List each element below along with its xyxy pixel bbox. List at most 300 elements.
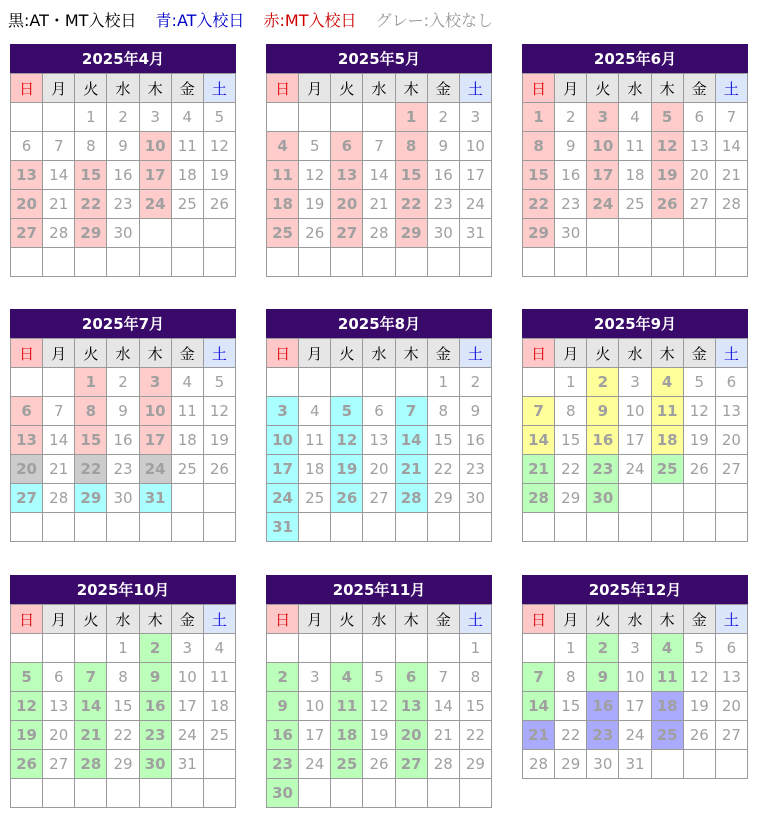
- day-cell: 21: [43, 190, 75, 219]
- day-cell: 25: [651, 721, 683, 750]
- day-cell: 21: [363, 190, 395, 219]
- empty-cell: [267, 248, 299, 277]
- day-cell: 26: [331, 484, 363, 513]
- day-cell: 13: [11, 161, 43, 190]
- day-cell: 12: [331, 426, 363, 455]
- day-cell: 2: [555, 103, 587, 132]
- day-cell: 14: [427, 692, 459, 721]
- weekday-header: 月: [43, 339, 75, 368]
- week-row: [11, 426, 236, 455]
- day-cell: 30: [427, 219, 459, 248]
- weekday-header: 金: [171, 605, 203, 634]
- day-cell: 6: [715, 368, 747, 397]
- day-cell: 27: [363, 484, 395, 513]
- week-row: [267, 219, 492, 248]
- day-cell: 25: [619, 190, 651, 219]
- weekday-header: 月: [299, 74, 331, 103]
- day-cell: 19: [683, 426, 715, 455]
- weekday-header: 水: [363, 605, 395, 634]
- day-cell: 21: [715, 161, 747, 190]
- empty-cell: [619, 248, 651, 277]
- day-cell: 4: [203, 634, 235, 663]
- week-row: [267, 132, 492, 161]
- empty-cell: [715, 248, 747, 277]
- week-row: [11, 692, 236, 721]
- empty-cell: [331, 368, 363, 397]
- day-cell: 26: [203, 190, 235, 219]
- empty-cell: [43, 103, 75, 132]
- day-cell: 23: [107, 190, 139, 219]
- day-cell: 26: [299, 219, 331, 248]
- day-cell: 14: [43, 426, 75, 455]
- day-cell: 6: [11, 397, 43, 426]
- day-cell: 11: [299, 426, 331, 455]
- empty-cell: [203, 779, 235, 808]
- empty-cell: [363, 634, 395, 663]
- day-cell: 10: [619, 397, 651, 426]
- empty-cell: [299, 634, 331, 663]
- day-cell: 29: [75, 219, 107, 248]
- day-cell: 2: [587, 634, 619, 663]
- day-cell: 18: [171, 426, 203, 455]
- day-cell: 19: [299, 190, 331, 219]
- day-cell: 31: [139, 484, 171, 513]
- weekday-header: 日: [523, 74, 555, 103]
- week-row: [11, 103, 236, 132]
- week-row: [267, 426, 492, 455]
- week-row: [11, 161, 236, 190]
- day-cell: 23: [267, 750, 299, 779]
- day-cell: 2: [427, 103, 459, 132]
- day-cell: 17: [459, 161, 491, 190]
- day-cell: 21: [523, 721, 555, 750]
- day-cell: 19: [651, 161, 683, 190]
- day-cell: 17: [139, 426, 171, 455]
- empty-cell: [363, 513, 395, 542]
- day-cell: 22: [427, 455, 459, 484]
- weekday-header: 月: [299, 339, 331, 368]
- week-row: [523, 426, 748, 455]
- weekday-header: 木: [651, 605, 683, 634]
- day-cell: 11: [203, 663, 235, 692]
- day-cell: 15: [427, 426, 459, 455]
- month-title: 2025年9月: [522, 309, 748, 338]
- empty-cell: [139, 513, 171, 542]
- weekday-header: 金: [427, 605, 459, 634]
- day-cell: 4: [171, 103, 203, 132]
- week-row: [523, 219, 748, 248]
- day-cell: 24: [619, 721, 651, 750]
- day-cell: 18: [619, 161, 651, 190]
- day-cell: 22: [459, 721, 491, 750]
- day-cell: 5: [363, 663, 395, 692]
- day-cell: 7: [523, 663, 555, 692]
- day-cell: 17: [587, 161, 619, 190]
- empty-cell: [139, 248, 171, 277]
- day-cell: 23: [587, 455, 619, 484]
- weekday-header: 火: [331, 339, 363, 368]
- weekday-header: 土: [715, 605, 747, 634]
- empty-cell: [331, 634, 363, 663]
- weekday-header: 土: [715, 74, 747, 103]
- day-cell: 20: [331, 190, 363, 219]
- day-cell: 24: [267, 484, 299, 513]
- day-cell: 22: [395, 190, 427, 219]
- weekday-header: 木: [395, 339, 427, 368]
- day-cell: 4: [331, 663, 363, 692]
- empty-cell: [299, 368, 331, 397]
- day-cell: 3: [171, 634, 203, 663]
- day-cell: 30: [139, 750, 171, 779]
- day-cell: 16: [427, 161, 459, 190]
- empty-cell: [683, 513, 715, 542]
- day-cell: 1: [523, 103, 555, 132]
- empty-cell: [203, 513, 235, 542]
- day-cell: 6: [331, 132, 363, 161]
- day-cell: 7: [395, 397, 427, 426]
- empty-cell: [171, 779, 203, 808]
- day-cell: 10: [619, 663, 651, 692]
- weekday-header: 水: [363, 339, 395, 368]
- day-cell: 9: [459, 397, 491, 426]
- month-calendar: [522, 44, 748, 277]
- empty-cell: [331, 103, 363, 132]
- day-cell: 20: [11, 455, 43, 484]
- day-cell: 24: [459, 190, 491, 219]
- day-cell: 10: [267, 426, 299, 455]
- empty-cell: [171, 248, 203, 277]
- empty-cell: [363, 103, 395, 132]
- week-row: [523, 103, 748, 132]
- weekday-header: 月: [43, 74, 75, 103]
- day-cell: 24: [619, 455, 651, 484]
- day-cell: 5: [203, 103, 235, 132]
- weekday-header: 木: [651, 339, 683, 368]
- day-cell: 27: [395, 750, 427, 779]
- week-row: [11, 721, 236, 750]
- day-cell: 29: [75, 484, 107, 513]
- day-cell: 3: [267, 397, 299, 426]
- empty-cell: [427, 248, 459, 277]
- empty-cell: [427, 513, 459, 542]
- day-cell: 10: [459, 132, 491, 161]
- day-cell: 2: [107, 368, 139, 397]
- day-cell: 26: [203, 455, 235, 484]
- empty-cell: [715, 219, 747, 248]
- month-calendar: [266, 309, 492, 542]
- day-cell: 14: [523, 692, 555, 721]
- empty-cell: [555, 248, 587, 277]
- empty-cell: [715, 484, 747, 513]
- day-cell: 21: [43, 455, 75, 484]
- day-cell: 28: [523, 484, 555, 513]
- day-cell: 16: [587, 692, 619, 721]
- day-cell: 20: [715, 426, 747, 455]
- day-cell: 12: [11, 692, 43, 721]
- day-cell: 31: [619, 750, 651, 779]
- empty-cell: [331, 513, 363, 542]
- week-row: [267, 779, 492, 808]
- week-row: [11, 634, 236, 663]
- weekday-header: 水: [107, 74, 139, 103]
- day-cell: 22: [523, 190, 555, 219]
- day-cell: 4: [267, 132, 299, 161]
- month-title: 2025年11月: [266, 575, 492, 604]
- day-cell: 28: [43, 219, 75, 248]
- day-cell: 14: [75, 692, 107, 721]
- day-cell: 27: [715, 455, 747, 484]
- week-row: [267, 397, 492, 426]
- empty-cell: [11, 634, 43, 663]
- day-cell: 11: [267, 161, 299, 190]
- day-cell: 8: [107, 663, 139, 692]
- empty-cell: [203, 219, 235, 248]
- empty-cell: [587, 219, 619, 248]
- empty-cell: [523, 248, 555, 277]
- day-cell: 11: [651, 663, 683, 692]
- weekday-header: 日: [11, 339, 43, 368]
- day-cell: 4: [171, 368, 203, 397]
- day-cell: 14: [395, 426, 427, 455]
- day-cell: 11: [619, 132, 651, 161]
- weekday-header: 火: [75, 339, 107, 368]
- day-cell: 17: [139, 161, 171, 190]
- day-cell: 2: [139, 634, 171, 663]
- day-cell: 10: [139, 132, 171, 161]
- week-row: [267, 161, 492, 190]
- day-cell: 1: [459, 634, 491, 663]
- day-cell: 7: [427, 663, 459, 692]
- month-grid: [522, 604, 748, 779]
- month-grid: [266, 73, 492, 277]
- day-cell: 6: [43, 663, 75, 692]
- day-cell: 8: [75, 397, 107, 426]
- weekday-header: 木: [651, 74, 683, 103]
- month-grid: [10, 604, 236, 808]
- week-row: [11, 484, 236, 513]
- day-cell: 29: [395, 219, 427, 248]
- day-cell: 30: [587, 484, 619, 513]
- weekday-header: 土: [459, 74, 491, 103]
- week-row: [11, 455, 236, 484]
- empty-cell: [171, 513, 203, 542]
- day-cell: 23: [107, 455, 139, 484]
- weekday-header: 水: [363, 74, 395, 103]
- day-cell: 2: [587, 368, 619, 397]
- weekday-header: 水: [107, 605, 139, 634]
- empty-cell: [683, 248, 715, 277]
- empty-cell: [267, 103, 299, 132]
- day-cell: 8: [555, 663, 587, 692]
- day-cell: 5: [331, 397, 363, 426]
- empty-cell: [651, 248, 683, 277]
- empty-cell: [107, 248, 139, 277]
- day-cell: 10: [587, 132, 619, 161]
- day-cell: 20: [715, 692, 747, 721]
- day-cell: 17: [619, 426, 651, 455]
- day-cell: 3: [459, 103, 491, 132]
- empty-cell: [619, 513, 651, 542]
- day-cell: 3: [139, 103, 171, 132]
- day-cell: 30: [107, 484, 139, 513]
- day-cell: 29: [555, 750, 587, 779]
- day-cell: 9: [139, 663, 171, 692]
- day-cell: 20: [43, 721, 75, 750]
- day-cell: 12: [683, 663, 715, 692]
- day-cell: 12: [363, 692, 395, 721]
- week-row: [11, 219, 236, 248]
- week-row: [523, 248, 748, 277]
- day-cell: 31: [267, 513, 299, 542]
- day-cell: 22: [555, 721, 587, 750]
- day-cell: 26: [651, 190, 683, 219]
- day-cell: 10: [139, 397, 171, 426]
- day-cell: 4: [651, 634, 683, 663]
- weekday-header: 水: [619, 339, 651, 368]
- month-title: 2025年8月: [266, 309, 492, 338]
- empty-cell: [427, 779, 459, 808]
- week-row: [11, 513, 236, 542]
- empty-cell: [267, 368, 299, 397]
- day-cell: 1: [107, 634, 139, 663]
- day-cell: 9: [427, 132, 459, 161]
- day-cell: 19: [683, 692, 715, 721]
- day-cell: 13: [683, 132, 715, 161]
- day-cell: 3: [139, 368, 171, 397]
- day-cell: 7: [75, 663, 107, 692]
- day-cell: 18: [267, 190, 299, 219]
- day-cell: 29: [107, 750, 139, 779]
- day-cell: 7: [43, 397, 75, 426]
- day-cell: 13: [715, 397, 747, 426]
- day-cell: 28: [715, 190, 747, 219]
- empty-cell: [331, 248, 363, 277]
- day-cell: 25: [651, 455, 683, 484]
- day-cell: 2: [267, 663, 299, 692]
- day-cell: 14: [715, 132, 747, 161]
- day-cell: 31: [459, 219, 491, 248]
- month-title: 2025年7月: [10, 309, 236, 338]
- month-grid: [266, 604, 492, 808]
- day-cell: 8: [523, 132, 555, 161]
- week-row: [11, 663, 236, 692]
- day-cell: 5: [203, 368, 235, 397]
- day-cell: 5: [683, 634, 715, 663]
- day-cell: 19: [331, 455, 363, 484]
- week-row: [11, 190, 236, 219]
- day-cell: 27: [683, 190, 715, 219]
- day-cell: 23: [139, 721, 171, 750]
- month-title: 2025年4月: [10, 44, 236, 73]
- empty-cell: [11, 513, 43, 542]
- empty-cell: [587, 513, 619, 542]
- day-cell: 27: [715, 721, 747, 750]
- weekday-header: 水: [107, 339, 139, 368]
- week-row: [267, 103, 492, 132]
- day-cell: 18: [299, 455, 331, 484]
- day-cell: 16: [139, 692, 171, 721]
- empty-cell: [683, 484, 715, 513]
- day-cell: 26: [683, 721, 715, 750]
- empty-cell: [171, 219, 203, 248]
- day-cell: 15: [75, 426, 107, 455]
- day-cell: 16: [267, 721, 299, 750]
- day-cell: 6: [11, 132, 43, 161]
- day-cell: 21: [75, 721, 107, 750]
- day-cell: 28: [427, 750, 459, 779]
- empty-cell: [459, 248, 491, 277]
- empty-cell: [171, 484, 203, 513]
- week-row: [267, 484, 492, 513]
- month-title: 2025年12月: [522, 575, 748, 604]
- empty-cell: [651, 219, 683, 248]
- day-cell: 17: [619, 692, 651, 721]
- day-cell: 18: [203, 692, 235, 721]
- legend-blue: 青:AT入校日: [155, 11, 245, 30]
- day-cell: 15: [523, 161, 555, 190]
- day-cell: 31: [171, 750, 203, 779]
- month-calendar: [522, 309, 748, 542]
- empty-cell: [395, 513, 427, 542]
- weekday-header: 月: [43, 605, 75, 634]
- week-row: [523, 397, 748, 426]
- weekday-header: 木: [395, 74, 427, 103]
- day-cell: 12: [203, 132, 235, 161]
- day-cell: 13: [395, 692, 427, 721]
- week-row: [267, 692, 492, 721]
- day-cell: 8: [75, 132, 107, 161]
- day-cell: 5: [651, 103, 683, 132]
- day-cell: 18: [651, 692, 683, 721]
- day-cell: 3: [619, 368, 651, 397]
- weekday-header: 日: [267, 605, 299, 634]
- day-cell: 30: [459, 484, 491, 513]
- week-row: [523, 750, 748, 779]
- day-cell: 4: [299, 397, 331, 426]
- week-row: [523, 721, 748, 750]
- day-cell: 9: [587, 397, 619, 426]
- empty-cell: [331, 779, 363, 808]
- weekday-header: 火: [587, 605, 619, 634]
- weekday-header: 木: [139, 74, 171, 103]
- week-row: [11, 248, 236, 277]
- empty-cell: [139, 779, 171, 808]
- day-cell: 3: [619, 634, 651, 663]
- day-cell: 26: [683, 455, 715, 484]
- month-title: 2025年10月: [10, 575, 236, 604]
- day-cell: 13: [363, 426, 395, 455]
- day-cell: 2: [107, 103, 139, 132]
- empty-cell: [651, 484, 683, 513]
- day-cell: 13: [715, 663, 747, 692]
- day-cell: 22: [107, 721, 139, 750]
- day-cell: 28: [523, 750, 555, 779]
- day-cell: 24: [139, 455, 171, 484]
- day-cell: 19: [203, 161, 235, 190]
- empty-cell: [203, 248, 235, 277]
- day-cell: 25: [203, 721, 235, 750]
- weekday-header: 日: [523, 605, 555, 634]
- day-cell: 25: [171, 190, 203, 219]
- empty-cell: [299, 513, 331, 542]
- day-cell: 8: [427, 397, 459, 426]
- empty-cell: [75, 634, 107, 663]
- weekday-header: 日: [267, 339, 299, 368]
- day-cell: 27: [11, 484, 43, 513]
- empty-cell: [715, 750, 747, 779]
- day-cell: 30: [107, 219, 139, 248]
- day-cell: 19: [11, 721, 43, 750]
